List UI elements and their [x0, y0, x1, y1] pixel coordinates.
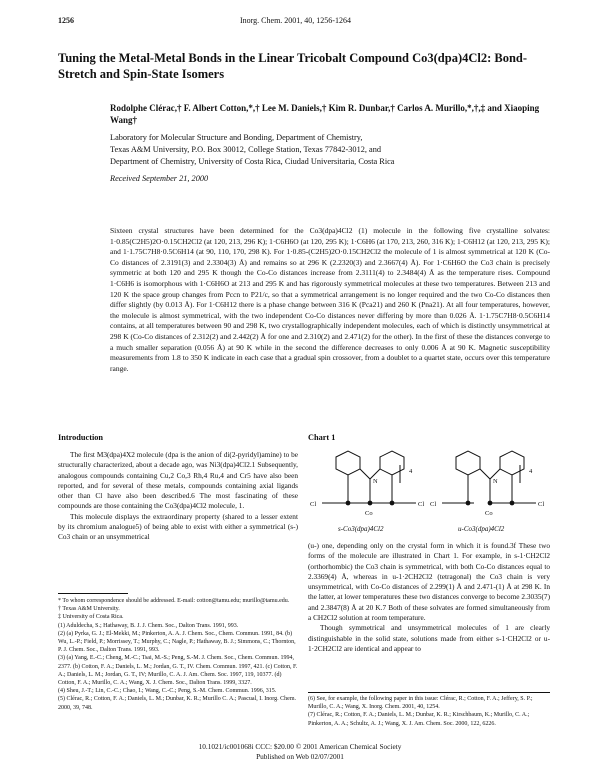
affiliation-line: Department of Chemistry, University of Costa Rica, Ciudad Universitaria, Costa Rica [110, 157, 395, 166]
author-list: Rodolphe Clérac,† F. Albert Cotton,*,† Lee M. Daniels,† Kim R. Dunbar,† Carlos A. Murillo,*,†,‡ and Xiaoping Wang† [110, 103, 540, 125]
isomer-label-symmetric: s-Co3(dpa)4Cl2 [338, 525, 384, 533]
atom-icon [488, 501, 493, 506]
paragraph: (u-) one, depending only on the crystal form in which it is found.3f These two forms of the molecule are illustrated in Chart 1. For example, in s-1·CH2Cl2 (orthorhombic) the Co3 chain is symmetrical, with both Co-Co distances equal to 2.3369(4) Å, whereas in u-1·2CH2Cl2 (tetragonal) the Co3 chain is very unsymmetrical, with Co-Co distances of 2.299(1) Å and 2.471-(1) Å at 298 K. In the latter, at lower temperatures these two distances converge to become 2.3035(7) and 2.3847(8) Å at 20 K.7 Both of these solvates are formed simultaneously from a CH2Cl2 solution at room temperature. [308, 541, 550, 623]
atom-icon [368, 501, 373, 506]
subscript-label: 4 [409, 468, 413, 475]
atom-label-cl: Cl [430, 501, 437, 508]
received-date: Received September 21, 2000 [110, 174, 209, 183]
pyridine-ring-icon [336, 451, 360, 475]
atom-label-cl: Cl [418, 501, 425, 508]
section-heading: Introduction [58, 433, 104, 442]
footnote: * To whom correspondence should be addressed. E-mail: cotton@tamu.edu; murillo@tamu.edu. [58, 598, 290, 604]
footnote: (3) (a) Yang, E.-C.; Cheng, M.-C.; Tsai, M.-S.; Peng, S.-M. J. Chem. Soc., Chem. Commun. 1994, 2377. (b) Cotton, F. A.; Daniels, L. M.; Jordan, G. T., IV. Chem. Commun. 1997, 421. (c) Cotton, F. A.; Daniels, L. M.; Jordan, G. T., IV; Murillo, C. A. J. Am. Chem. Soc. 1997, 119, 10377. (d) Cotton, F. A.; Murillo, C. A.; Wang, X. J. Chem. Soc., Dalton Trans. 1999, 3327. [58, 655, 298, 687]
paragraph: The first M3(dpa)4X2 molecule (dpa is the anion of di(2-pyridyl)amine) to be structurally characterized, about a decade ago, was Ni3(dpa)4Cl2.1 Subsequently, analogous compounds containing Cu,2 Co,3 Rh,4 Ru,4 and Cr5 have also been reported, and for several of these metals, compounds containing axial ligands other than Cl have also been described.6 The most fascinating of these compounds are those containing the Co3(dpa)4Cl2 molecule, 1. [58, 450, 298, 511]
atom-label-cl: Cl [538, 501, 545, 508]
atom-label-n: N [493, 478, 498, 485]
pyridine-ring-icon [456, 451, 480, 475]
atom-icon [510, 501, 515, 506]
atom-icon [390, 501, 395, 506]
affiliation-line: Texas A&M University, P.O. Box 30012, College Station, Texas 77842-3012, and [110, 145, 382, 154]
footnote: (5) Clérac, R.; Cotton, F. A.; Daniels, L. M.; Dunbar, K. R.; Murillo C. A.; Pascual, I. Inorg. Chem. 2000, 39, 748. [58, 696, 296, 711]
doi-line: 10.1021/ic001068i CCC: $20.00 © 2001 American Chemical Society [198, 742, 402, 751]
atom-icon [346, 501, 351, 506]
atom-label-co: Co [365, 510, 373, 517]
isomer-label-unsymmetric: u-Co3(dpa)4Cl2 [458, 525, 505, 533]
affiliation-line: Laboratory for Molecular Structure and Bonding, Department of Chemistry, [110, 133, 363, 142]
page-number: 1256 [58, 16, 74, 25]
footnote-divider [308, 692, 550, 693]
body-text-right [308, 541, 550, 654]
footnote: † Texas A&M University. [58, 606, 120, 613]
atom-label-n: N [373, 478, 378, 485]
running-header: Inorg. Chem. 2001, 40, 1256-1264 [240, 16, 351, 25]
atom-icon [466, 501, 471, 506]
paragraph: Though symmetrical and unsymmetrical molecules of 1 are clearly distinguishable in the solid state, solutions made from either s-1·CH2Cl2 or u-1·2CH2Cl2 are identical and appear to [308, 623, 550, 653]
chart-structure-figure [308, 445, 550, 537]
footnote: (2) (a) Pyrka, G. J.; El-Mekki, M.; Pinkerton, A. A. J. Chem. Soc., Chem. Commun. 1991, 84. (b) Wu, L.-P.; Field, P.; Morrissey, T.; Murphy, C.; Nagle, P.; Hathaway, B. J.; Simmons, C.; Thornton, P. J. Chem. Soc., Dalton Trans. 1991, 993. [58, 630, 296, 654]
atom-label-cl: Cl [310, 501, 317, 508]
footer [0, 742, 600, 761]
footnote: (4) Sheu, J.-T.; Lin, C.-C.; Chao, I.; Wang, C.-C.; Peng, S.-M. Chem. Commun. 1996, 315. [58, 688, 277, 695]
footnote: (1) Aduldecha, S.; Hathaway, B. J. J. Chem. Soc., Dalton Trans. 1991, 993. [58, 622, 239, 629]
abstract: Sixteen crystal structures have been determined for the Co3(dpa)4Cl2 (1) molecule in the following five crystalline solvates: 1·0.85(C2H5)2O·0.15CH2Cl2 (at 120, 213, 296 K); 1·C6H6O (at 120, 295 K); 1·C6H6 (at 170, 213, 260, 316 K); 1·C6H12 (at 120, 213, 295 K); and 1·1.75C7H8·0.5C6H14 (at 90, 110, 170, 298 K). For 1·0.85-(C2H5)2O·0.15CH2Cl2 the molecule of 1 is almost symmetrical at 120 K (Co-Co distances of 2.3191(3) and 2.3304(3) Å) and remains so at 296 K (2.2320(3) and 2.3667(4) Å). For 1·C6H6O the Co3 chain is precisely symmetric at both 120 and 295 K though the Co-Co distances increase from 2.3111(4) to 2.3484(4) Å as the temperature rises. Compound 1·C6H6 is isomorphous with 1·C6H6O at 213 and 295 K and has rigorously symmetrical molecules at these two temperatures. Between 213 and 120 K the space group changes from Pccn to P21/c, so that a symmetrical arrangement is no longer required and the two Co-Co distances then differ slightly (by 0.013 Å). For 1·C6H12 there is a phase change between 316 K (Pca21) and 260 K (Pna21). At all four temperatures, however, the molecule is almost symmetrical, with the two independent Co-Co distances never differing by more than 0.026 Å. 1·1.75C7H8·0.5C6H14 contains, at all temperatures between 90 and 298 K, two crystallographically independent molecules, each of which is distinctly unsymmetrical at 298 K (Co-Co distances of 2.312(2) and 2.442(2) Å for one and 2.310(2) and 2.471(2) for the other). In the first of these the distances converge to a much smaller separation (0.056 Å) at 90 K while in the second the difference decreases to only 0.006 Å at 90 K. Magnetic susceptibility measurements from 1.8 to 350 K indicate in each case that a gradual spin crossover, from a doublet to a quartet state, occurs over this temperature range. [110, 226, 550, 373]
intro-text [58, 450, 298, 543]
publication-date: Published on Web 02/07/2001 [256, 751, 344, 761]
chart-heading: Chart 1 [308, 433, 336, 442]
footnote: ‡ University of Costa Rica. [58, 614, 124, 621]
affiliation [110, 132, 550, 168]
footnotes-right [308, 695, 550, 728]
article-title: Tuning the Metal-Metal Bonds in the Linear Tricobalt Compound Co3(dpa)4Cl2: Bond-Stretch and Spin-State Isomers [58, 51, 528, 81]
footnote: (7) Clérac, R.; Cotton, F. A.; Daniels, L. M.; Dunbar, K. R.; Kirschbaum, K.; Murillo, C. A.; Pinkerton, A. A.; Schultz, A. J.; Wang, X. J. Am. Chem. Soc. 2000, 122, 6226. [308, 712, 530, 727]
atom-label-co: Co [485, 510, 493, 517]
footnote: (6) See, for example, the following paper in this issue: Clérac, R.; Cotton, F. A.; Jeffery, S. P.; Murillo, C. A.; Wang, X. Inorg. Chem. 2001, 40, 1254. [308, 696, 533, 711]
footnote-divider [58, 593, 128, 594]
paragraph: This molecule displays the extraordinary property (shared to a lesser extent by its chromium analogue5) of being able to exist with either a symmetrical (s-) Co3 chain or an unsymmetrical [58, 511, 298, 542]
footnotes-left [58, 597, 298, 712]
subscript-label: 4 [529, 468, 533, 475]
